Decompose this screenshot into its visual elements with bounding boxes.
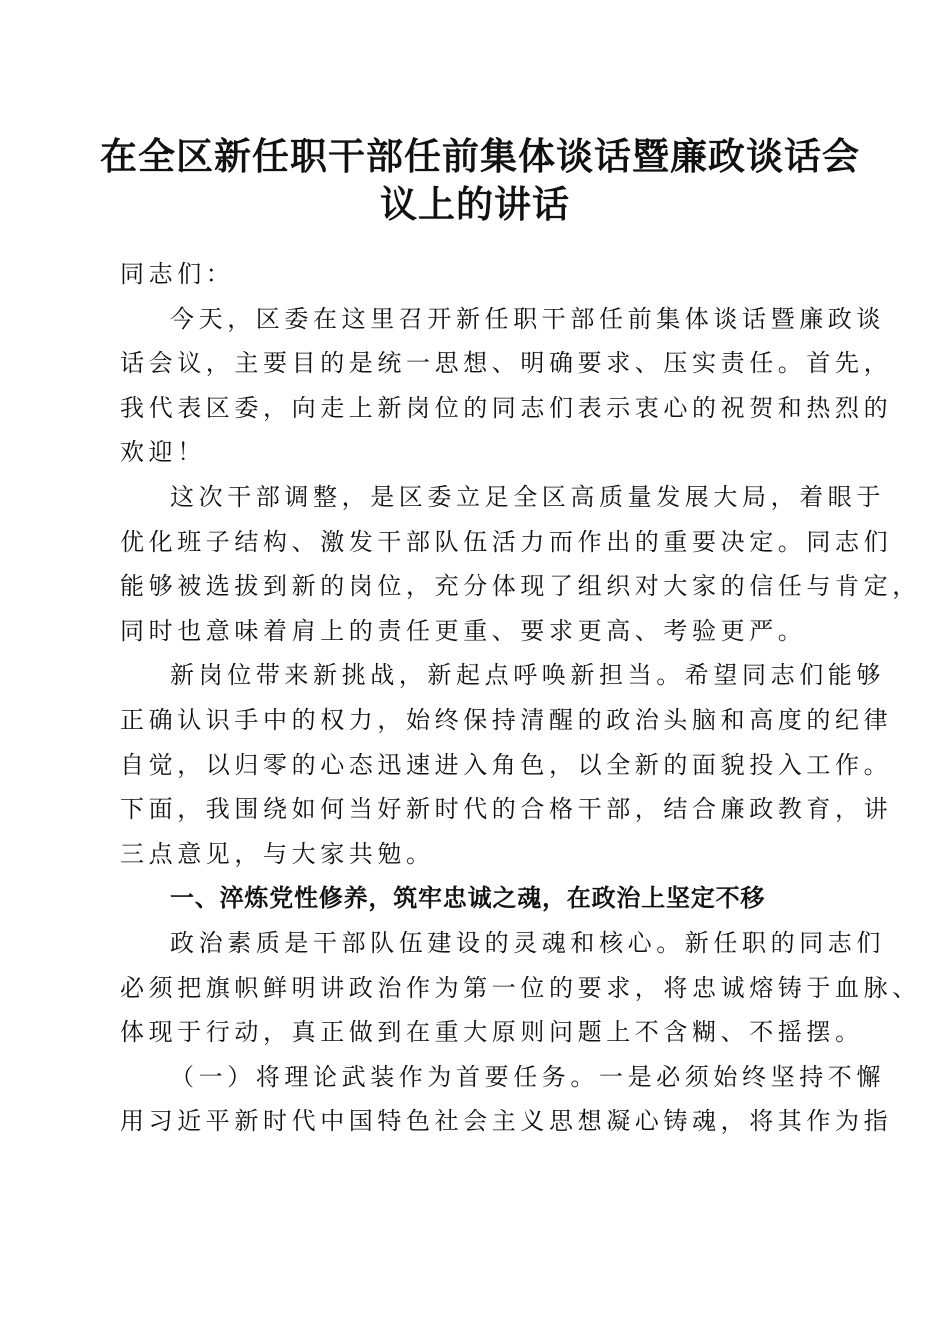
paragraph-line: 政治素质是干部队伍建设的灵魂和核心。新任职的同志们	[170, 928, 885, 957]
section-heading-1: 一、淬炼党性修养，筑牢忠诚之魂，在政治上坚定不移	[170, 884, 766, 913]
paragraph-line: 同时也意味着肩上的责任更重、要求更高、考验更严。	[120, 616, 807, 645]
document-body	[120, 252, 921, 1144]
paragraph-new-challenges	[120, 653, 893, 876]
paragraph-theory-armament	[120, 1055, 893, 1144]
title-line-1: 在全区新任职干部任前集体谈话暨廉政谈话会	[100, 134, 860, 178]
paragraph-line: 体现于行动，真正做到在重大原则问题上不含糊、不摇摆。	[120, 1018, 864, 1047]
paragraph-line: 这次干部调整，是区委立足全区高质量发展大局，着眼于	[170, 482, 885, 511]
paragraph-line: 新岗位带来新挑战，新起点呼唤新担当。希望同志们能够	[170, 661, 885, 690]
paragraph-line: 欢迎！	[120, 438, 206, 467]
paragraph-line: 优化班子结构、激发干部队伍活力而作出的重要决定。同志们	[120, 527, 893, 556]
paragraph-line: 今天，区委在这里召开新任职干部任前集体谈话暨廉政谈	[170, 304, 885, 333]
paragraph-opening	[120, 297, 893, 475]
paragraph-line: 正确认识手中的权力，始终保持清醒的政治头脑和高度的纪律	[120, 705, 893, 734]
paragraph-line: 自觉，以归零的心态迅速进入角色，以全新的面貌投入工作。	[120, 750, 893, 779]
document-title	[100, 132, 860, 228]
paragraph-line: 我代表区委，向走上新岗位的同志们表示衷心的祝贺和热烈的	[120, 393, 893, 422]
paragraph-political-quality	[120, 921, 921, 1055]
paragraph-line: 三点意见，与大家共勉。	[120, 839, 435, 868]
paragraph-line: 话会议，主要目的是统一思想、明确要求、压实责任。首先，	[120, 349, 893, 378]
paragraph-line: 能够被选拔到新的岗位，充分体现了组织对大家的信任与肯定，	[120, 572, 921, 601]
paragraph-line: （一）将理论武装作为首要任务。一是必须始终坚持不懈	[170, 1062, 885, 1091]
paragraph-line: 必须把旗帜鲜明讲政治作为第一位的要求，将忠诚熔铸于血脉、	[120, 973, 921, 1002]
paragraph-line: 用习近平新时代中国特色社会主义思想凝心铸魂，将其作为指	[120, 1107, 893, 1136]
title-line-2: 议上的讲话	[380, 182, 570, 226]
paragraph-adjustment	[120, 475, 921, 653]
salutation: 同志们：	[120, 260, 235, 288]
paragraph-line: 下面，我围绕如何当好新时代的合格干部，结合廉政教育，讲	[120, 795, 893, 824]
